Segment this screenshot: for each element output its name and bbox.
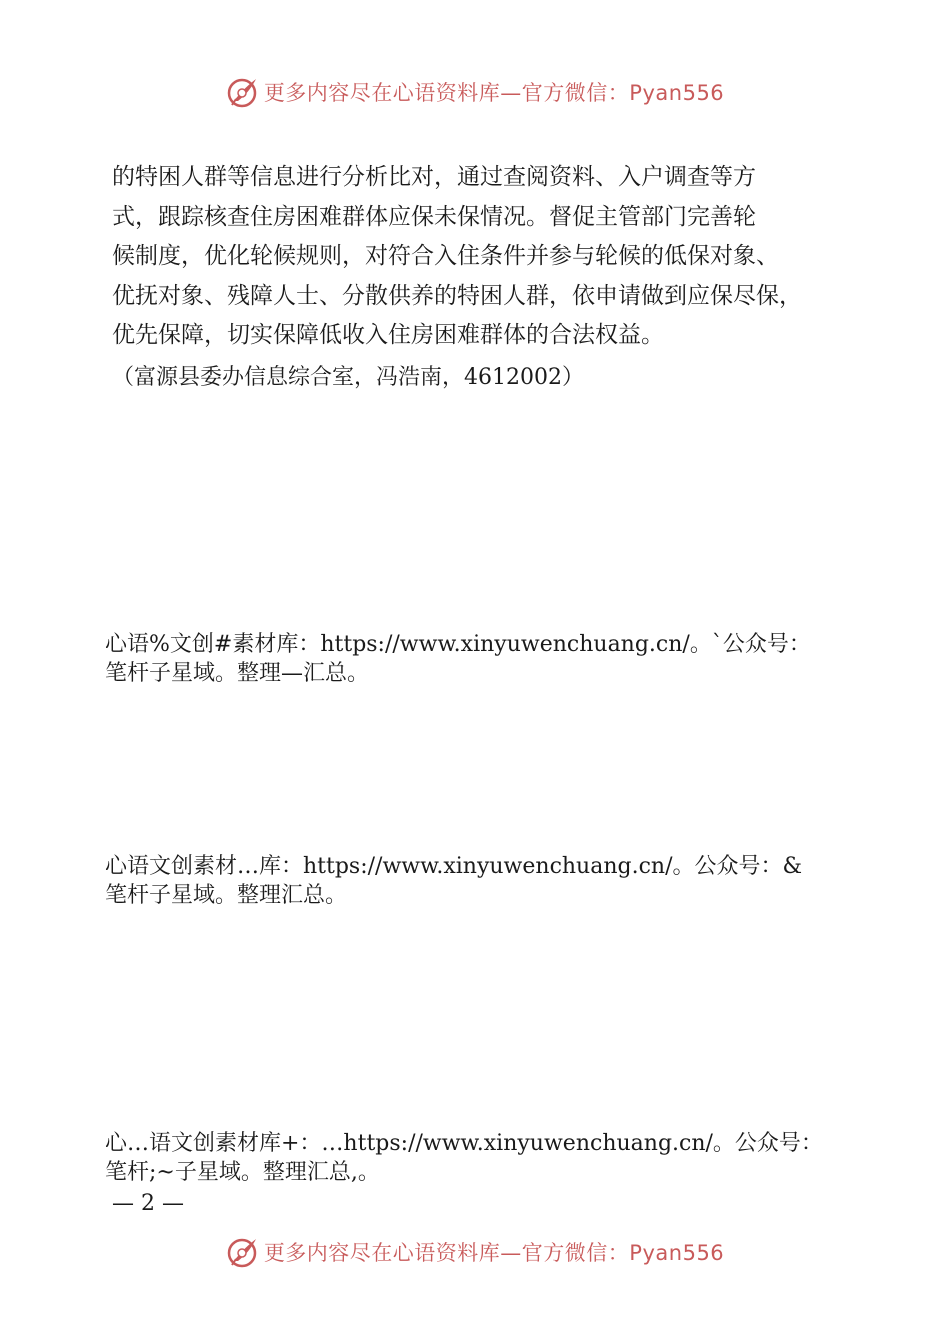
- promo-line: 笔杆;~子星域。整理汇总,。: [105, 1160, 380, 1185]
- body-line: 优先保障，切实保障低收入住房困难群体的合法权益。: [112, 322, 664, 348]
- page-number: — 2 —: [112, 1191, 184, 1216]
- promo-line: 心语文创素材…库：https://www.xinyuwenchuang.cn/。公众号：&: [105, 854, 803, 879]
- promo-block: [105, 1129, 885, 1187]
- body-line: 候制度，优化轮候规则，对符合入住条件并参与轮候的低保对象、: [112, 243, 779, 269]
- body-line: 式，跟踪核查住房困难群体应保未保情况。督促主管部门完善轮: [112, 203, 756, 230]
- body-paragraph: [112, 158, 852, 356]
- quill-seal-logo-icon: [226, 75, 260, 109]
- source-attribution: （富源县委办信息综合室，冯浩南，4612002）: [112, 365, 584, 390]
- promo-line: 心…语文创素材库+：…https://www.xinyuwenchuang.cn/。公众号：: [105, 1131, 823, 1156]
- promo-block: [105, 852, 885, 910]
- header-banner: [0, 72, 950, 112]
- footer-banner: [0, 1232, 950, 1272]
- body-line: 优抚对象、残障人士、分散供养的特困人群，依申请做到应保尽保，: [112, 282, 802, 309]
- promo-line: 笔杆子星域。整理—汇总。: [105, 661, 370, 686]
- promo-line: 笔杆子星域。整理汇总。: [105, 883, 348, 908]
- promo-line: 心语%文创#素材库：https://www.xinyuwenchuang.cn/。`公众号：: [105, 632, 811, 657]
- quill-seal-logo-icon: [226, 1235, 260, 1269]
- body-line: 的特困人群等信息进行分析比对，通过查阅资料、入户调查等方: [112, 164, 756, 190]
- header-banner-text: 更多内容尽在心语资料库—官方微信：Pyan556: [263, 81, 725, 105]
- footer-banner-text: 更多内容尽在心语资料库—官方微信：Pyan556: [263, 1241, 725, 1265]
- promo-block: [105, 630, 885, 688]
